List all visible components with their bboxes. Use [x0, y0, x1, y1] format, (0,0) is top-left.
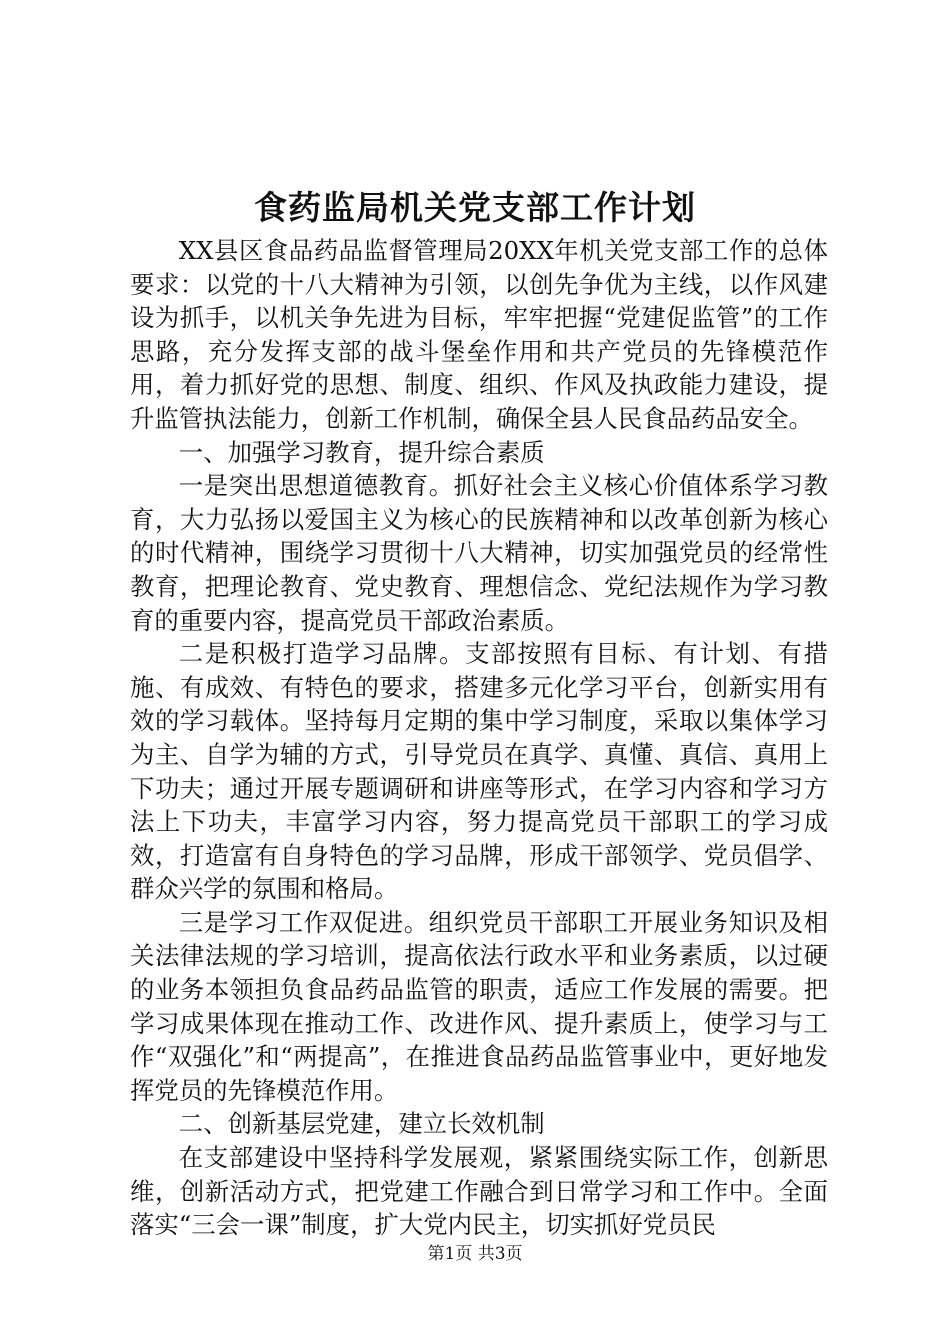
page-number-footer: 第1页 共3页	[427, 1244, 523, 1264]
section-heading-1: 一、加强学习教育，提升综合素质	[178, 437, 545, 467]
paragraph-section-2: 在支部建设中坚持科学发展观，紧紧围绕实际工作，创新思维，创新活动方式，把党建工作融合到日常学习和工作中。全面落实“三会一课”制度，扩大党内民主，切实抓好党员民	[130, 1143, 828, 1240]
paragraph-point-2: 二是积极打造学习品牌。支部按照有目标、有计划、有措施、有成效、有特色的要求，搭建多元化学习平台，创新实用有效的学习载体。坚持每月定期的集中学习制度，采取以集体学习为主、自学为辅的方式，引导党员在真学、真懂、真信、真用上下功夫；通过开展专题调研和讲座等形式，在学习内容和学习方法上下功夫，丰富学习内容，努力提高党员干部职工的学习成效，打造富有自身特色的学习品牌，形成干部领学、党员倡学、群众兴学的氛围和格局。	[130, 639, 828, 904]
paragraph-point-3: 三是学习工作双促进。组织党员干部职工开展业务知识及相关法律法规的学习培训，提高依法行政水平和业务素质，以过硬的业务本领担负食品药品监管的职责，适应工作发展的需要。把学习成果体现在推动工作、改进作风、提升素质上，使学习与工作“双强化”和“两提高”，在推进食品药品监管事业中，更好地发挥党员的先锋模范作用。	[130, 907, 828, 1105]
paragraph-point-1: 一是突出思想道德教育。抓好社会主义核心价值体系学习教育，大力弘扬以爱国主义为核心的民族精神和以改革创新为核心的时代精神，围绕学习贯彻十八大精神，切实加强党员的经常性教育，把理论教育、党史教育、理想信念、党纪法规作为学习教育的重要内容，提高党员干部政治素质。	[130, 471, 828, 635]
intro-paragraph: XX县区食品药品监督管理局20XX年机关党支部工作的总体要求：以党的十八大精神为引领，以创先争优为主线，以作风建设为抓手，以机关争先进为目标，牢牢把握“党建促监管”的工作思路，充分发挥支部的战斗堡垒作用和共产党员的先锋模范作用，着力抓好党的思想、制度、组织、作风及执政能力建设，提升监管执法能力，创新工作机制，确保全县人民食品药品安全。	[130, 236, 828, 433]
document-body	[130, 234, 828, 1242]
document-title: 食药监局机关党支部工作计划	[254, 188, 696, 227]
section-heading-2: 二、创新基层党建，建立长效机制	[178, 1109, 545, 1139]
